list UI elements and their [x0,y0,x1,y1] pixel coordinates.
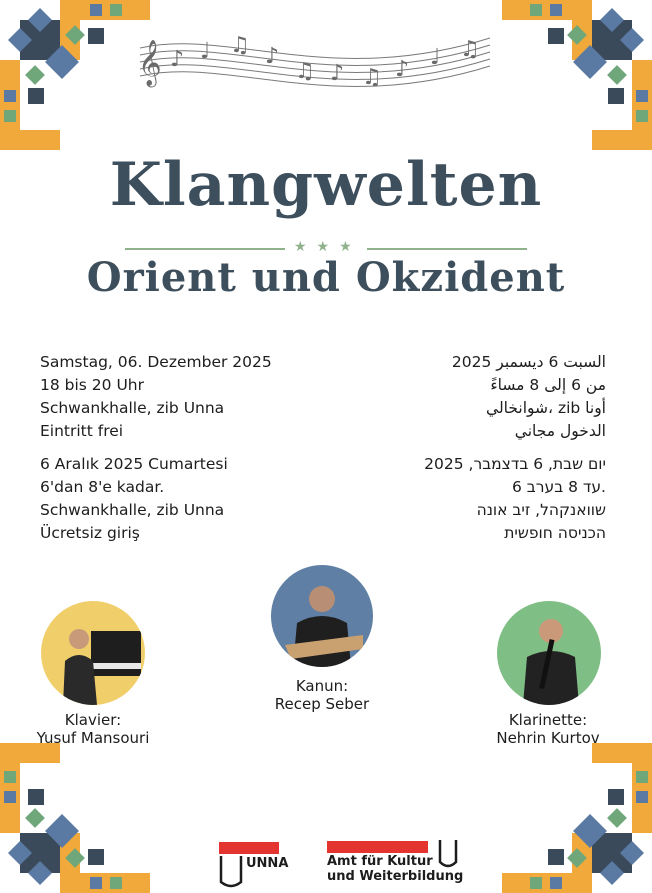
info-line: Samstag, 06. Dezember 2025 [40,353,272,371]
corner-ornament-top-right [502,0,652,150]
event-info-german [40,351,272,443]
event-info-arabic [452,351,606,443]
svg-text:♪: ♪ [170,47,185,72]
info-line: .עד 8 בערב 6 [511,478,606,496]
info-line: 18 bis 20 Uhr [40,376,144,394]
page-subtitle: Orient und Okzident [86,254,566,301]
info-line: من 6 إلى 8 مساءً [490,376,606,394]
performer-photo-piano [41,601,145,705]
amt-logo-line: Amt für Kultur [327,854,433,869]
svg-text:♫: ♫ [230,33,250,58]
svg-text:♫: ♫ [460,37,480,62]
info-line: 6 Aralık 2025 Cumartesi [40,455,228,473]
title-divider-left [125,248,285,250]
info-line: Schwankhalle, zib Unna [40,501,225,519]
svg-text:♫: ♫ [295,59,315,84]
event-info-turkish [40,453,228,545]
info-line: Schwankhalle, zib Unna [40,399,225,417]
corner-ornament-bottom-left [0,743,150,893]
info-line: أونا zib ،شوانخالي [486,399,606,417]
page-title: Klangwelten [109,150,543,220]
info-line: Eintritt frei [40,422,124,440]
performer-instrument: Klavier: [64,711,122,729]
svg-text:♪: ♪ [330,61,345,86]
corner-ornament-top-left [0,0,150,150]
performer-photo-kanun [271,565,373,667]
performer-caption-kanun [222,677,422,713]
unna-logo-text: UNNA [246,856,289,871]
svg-text:♪: ♪ [395,57,410,82]
svg-text:♫: ♫ [362,65,382,90]
performer-caption-piano [0,711,193,747]
music-staff-icon [130,18,500,108]
unna-logo-bar [219,842,279,854]
amt-logo-line: und Weiterbildung [327,869,464,884]
unna-logo-icon [219,856,243,890]
amt-logo-icon [438,840,458,870]
performer-instrument: Kanun: [295,677,349,695]
info-line: الدخول مجاني [514,422,606,440]
info-line: הכניסה חופשית [504,524,606,542]
event-info-hebrew [424,453,606,545]
title-divider-right [367,248,527,250]
info-line: Ücretsiz giriş [40,524,140,542]
svg-text:♩: ♩ [200,39,211,64]
info-line: יום שבת, 6 בדצמבר, 2025 [424,455,606,473]
performer-name: Nehrin Kurtov [496,729,600,747]
svg-text:♪: ♪ [265,44,280,69]
star-divider-icon: ★★★ [294,239,362,255]
kanun-player-figure-icon [271,565,373,667]
clarinetist-figure-icon [497,601,601,705]
performer-caption-clarinet [448,711,648,747]
svg-text:♩: ♩ [430,45,441,70]
corner-ornament-bottom-right [502,743,652,893]
amt-logo-bar [327,841,428,853]
svg-text:𝄞: 𝄞 [138,40,162,86]
performer-instrument: Klarinette: [508,711,588,729]
performer-name: Recep Seber [274,695,370,713]
performer-name: Yusuf Mansouri [36,729,150,747]
info-line: السبت 6 ديسمبر 2025 [451,353,606,371]
pianist-figure-icon [41,601,145,705]
info-line: שוואנקהל, זיב אונה [476,501,606,519]
info-line: 6'dan 8'e kadar. [40,478,165,496]
performer-photo-clarinet [497,601,601,705]
